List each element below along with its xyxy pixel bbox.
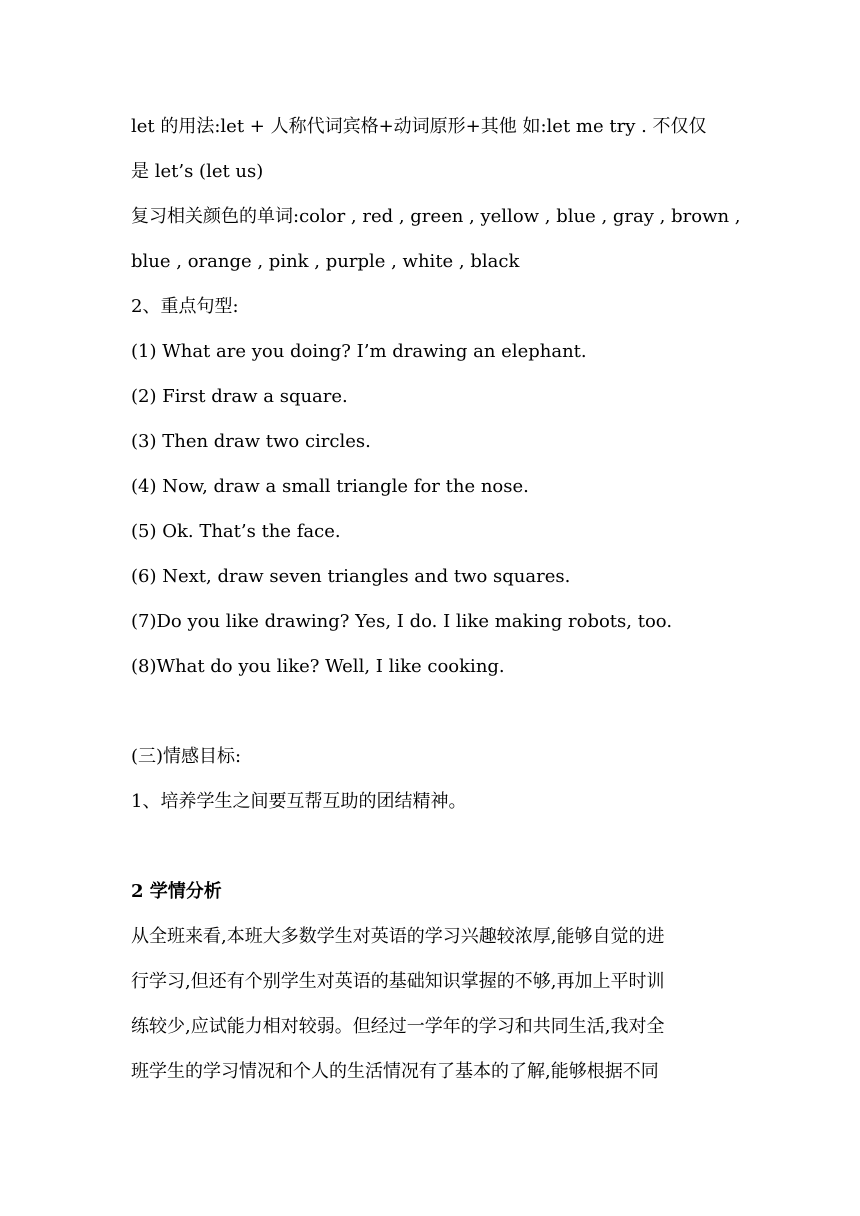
key-sentence-item: (2) First draw a square. xyxy=(131,386,348,407)
color-words-line-2: blue , orange , pink , purple , white , black xyxy=(131,251,520,272)
key-sentence-item: (1) What are you doing? I’m drawing an elephant. xyxy=(131,341,587,362)
student-analysis-line: 班学生的学习情况和个人的生活情况有了基本的了解,能够根据不同 xyxy=(131,1061,659,1082)
emotional-goals-heading: (三)情感目标: xyxy=(131,746,242,767)
student-analysis-line: 练较少,应试能力相对较弱。但经过一学年的学习和共同生活,我对全 xyxy=(131,1016,665,1037)
key-sentence-item: (8)What do you like? Well, I like cooking. xyxy=(131,656,505,677)
key-sentence-item: (4) Now, draw a small triangle for the nose. xyxy=(131,476,529,497)
color-words-line-1: 复习相关颜色的单词:color , red , green , yellow , blue , gray , brown , xyxy=(131,206,741,227)
key-sentence-item: (7)Do you like drawing? Yes, I do. I like making robots, too. xyxy=(131,611,673,632)
key-sentence-item: (6) Next, draw seven triangles and two squares. xyxy=(131,566,571,587)
key-sentence-item: (3) Then draw two circles. xyxy=(131,431,371,452)
student-analysis-line: 从全班来看,本班大多数学生对英语的学习兴趣较浓厚,能够自觉的进 xyxy=(131,926,665,947)
let-usage-line-2: 是 let’s (let us) xyxy=(131,161,264,182)
key-sentence-item: (5) Ok. That’s the face. xyxy=(131,521,341,542)
student-analysis-line: 行学习,但还有个别学生对英语的基础知识掌握的不够,再加上平时训 xyxy=(131,971,665,992)
emotional-goal-item: 1、培养学生之间要互帮互助的团结精神。 xyxy=(131,791,467,812)
let-usage-line-1: let 的用法:let + 人称代词宾格+动词原形+其他 如:let me try . 不仅仅 xyxy=(131,116,707,137)
student-analysis-heading: 2 学情分析 xyxy=(131,881,222,902)
key-sentences-heading: 2、重点句型: xyxy=(131,296,239,317)
